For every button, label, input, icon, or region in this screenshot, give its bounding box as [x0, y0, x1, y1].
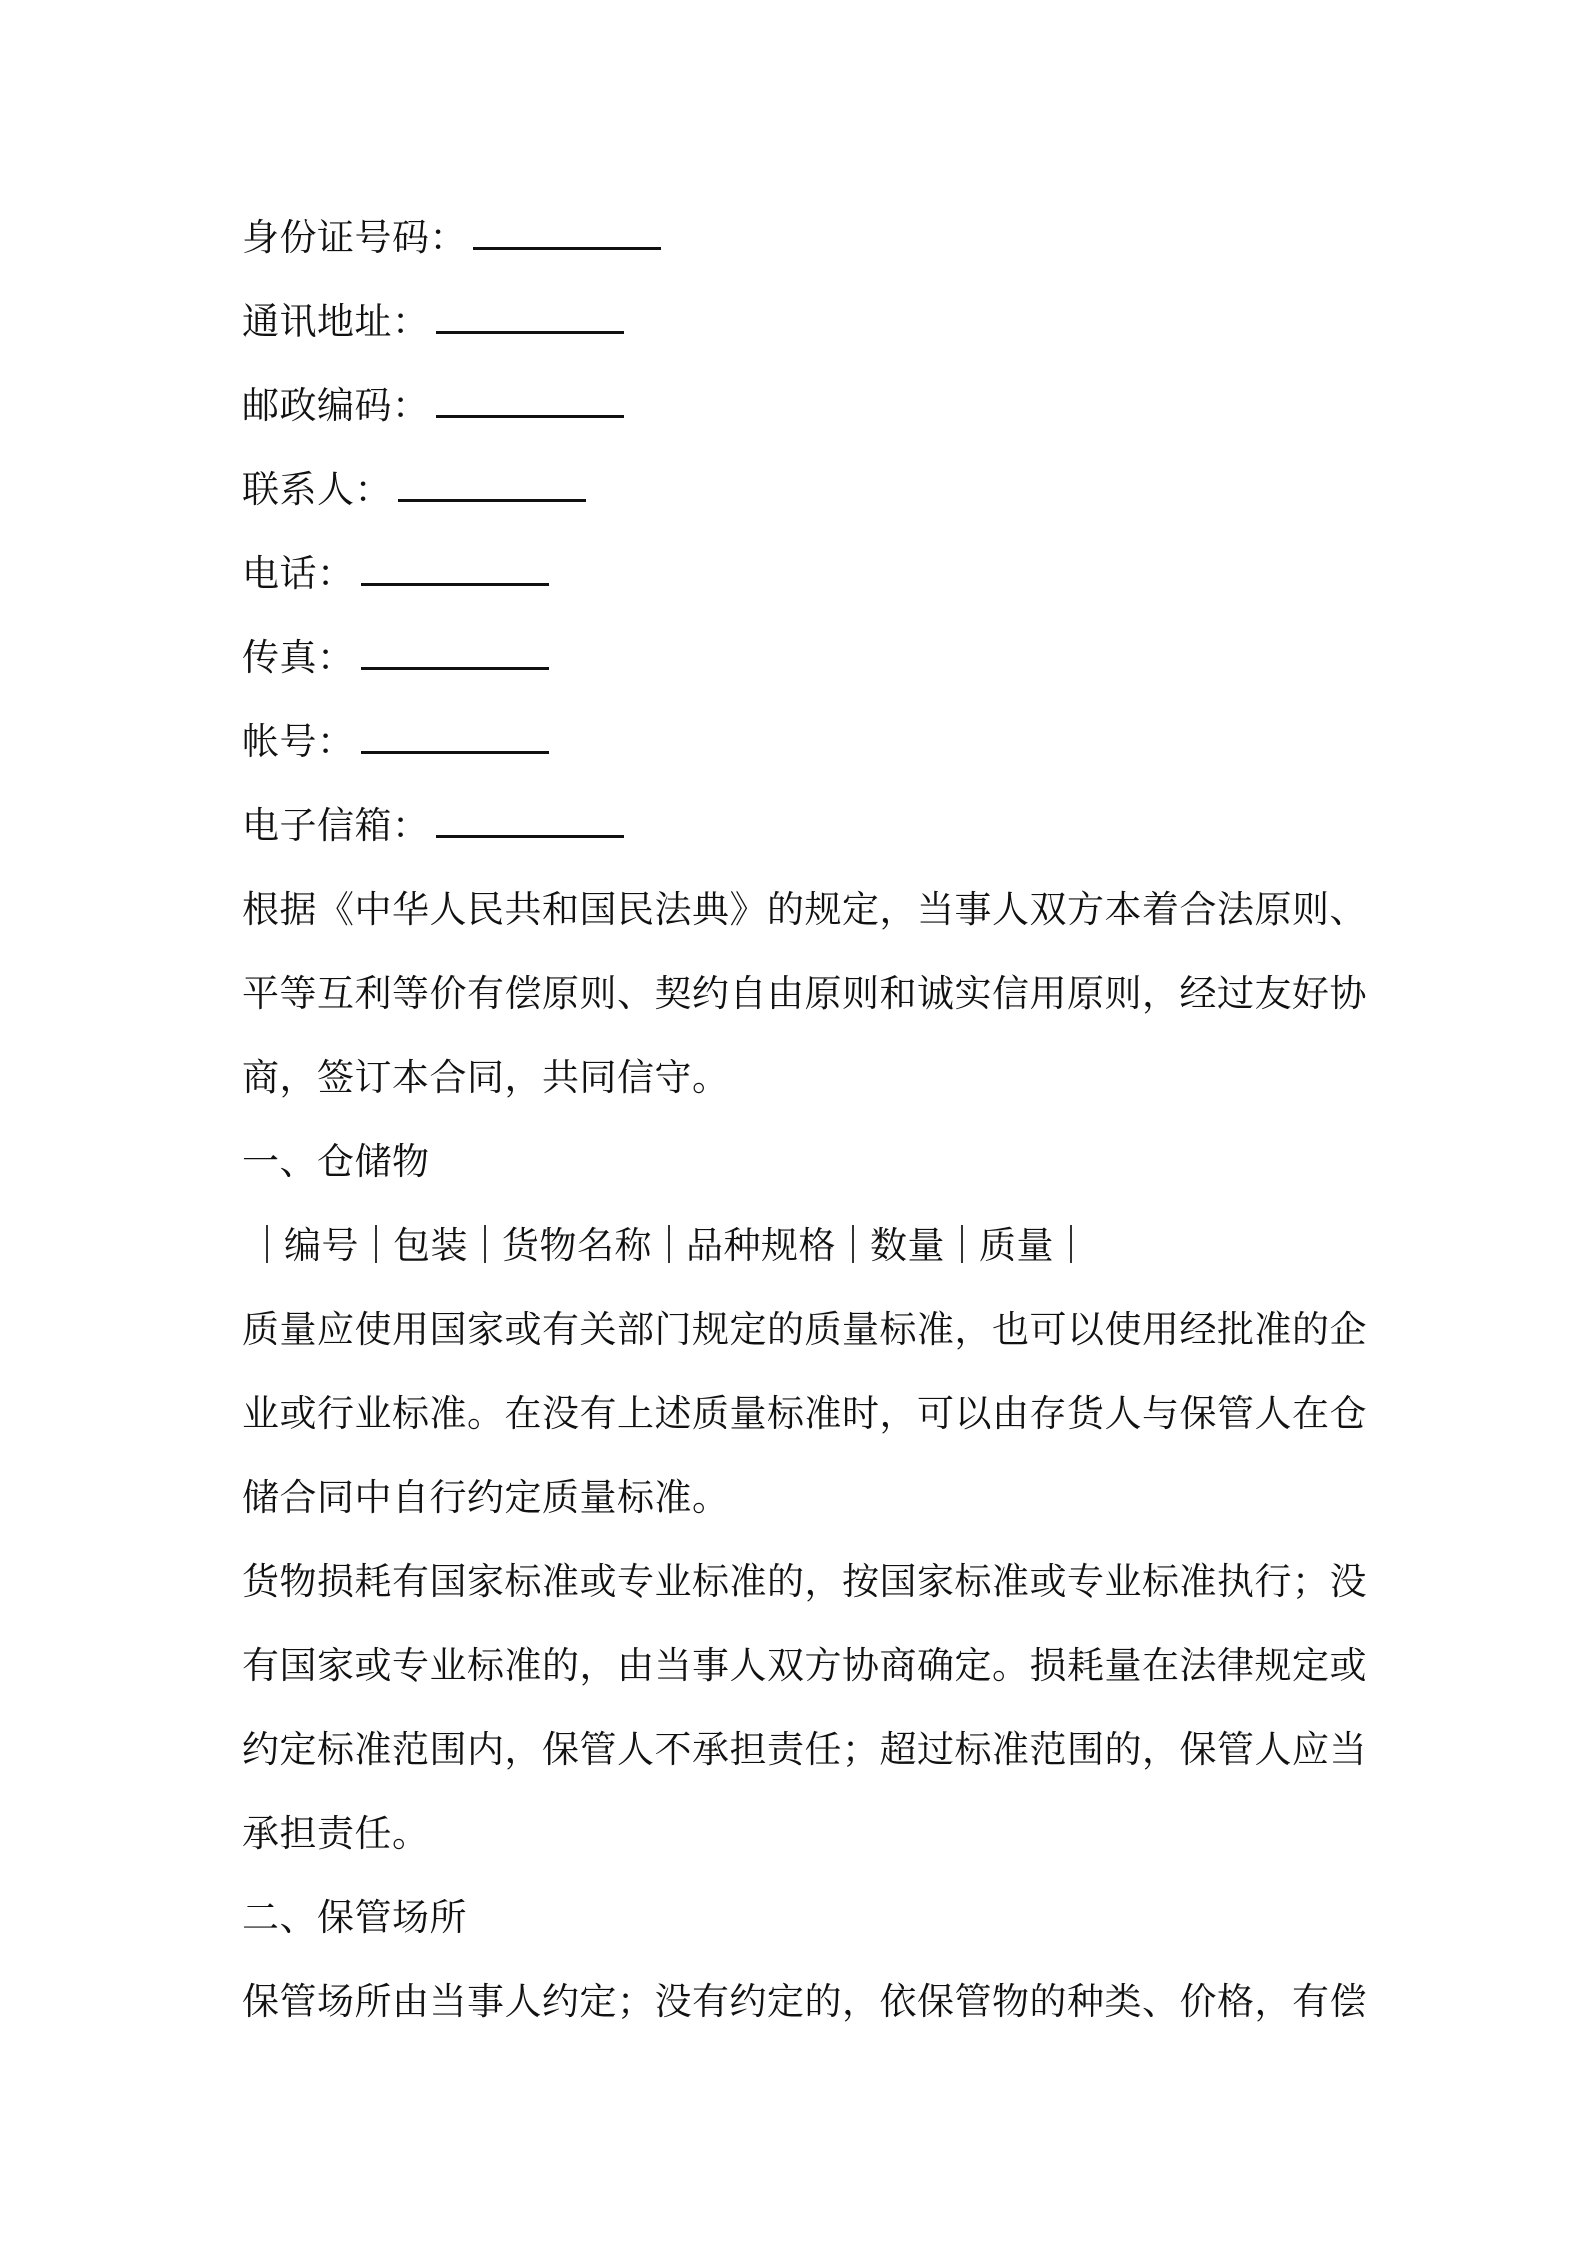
- table-header-cell: 数量: [870, 1224, 945, 1267]
- field-label: 电子信箱：: [242, 804, 430, 847]
- table-header-cell: 品种规格: [686, 1224, 836, 1267]
- account-field: [242, 700, 1352, 784]
- paragraph-line: 商，签订本合同，共同信守。: [242, 1056, 730, 1099]
- fill-in-blank: [473, 217, 661, 250]
- table-header-cell: 包装: [393, 1224, 468, 1267]
- fax-field: [242, 616, 1352, 700]
- column-separator: [961, 1225, 963, 1263]
- column-separator: [668, 1225, 670, 1263]
- table-header-cell: 货物名称: [502, 1224, 652, 1267]
- paragraph-line: 根据《中华人民共和国民法典》的规定，当事人双方本着合法原则、: [242, 888, 1367, 931]
- storage-location-paragraph: [242, 1960, 1367, 2044]
- field-label: 邮政编码：: [242, 384, 430, 427]
- field-label: 电话：: [242, 552, 355, 595]
- phone-field: [242, 532, 1352, 616]
- fill-in-blank: [361, 637, 549, 670]
- loss-standard-paragraph: [242, 1540, 1367, 1876]
- field-label: 联系人：: [242, 468, 392, 511]
- document-page: [242, 196, 1367, 2044]
- paragraph-line: 保管场所由当事人约定；没有约定的，依保管物的种类、价格，有偿: [242, 1980, 1367, 2023]
- paragraph-line: 平等互利等价有偿原则、契约自由原则和诚实信用原则，经过友好协: [242, 972, 1367, 1015]
- fill-in-blank: [398, 469, 586, 502]
- column-separator: [484, 1225, 486, 1263]
- preamble-paragraph: [242, 868, 1367, 1120]
- fill-in-blank: [436, 385, 624, 418]
- field-label: 帐号：: [242, 720, 355, 763]
- postal-code-field: [242, 364, 1352, 448]
- field-label: 传真：: [242, 636, 355, 679]
- field-label: 身份证号码：: [242, 216, 467, 259]
- paragraph-line: 业或行业标准。在没有上述质量标准时，可以由存货人与保管人在仓: [242, 1392, 1367, 1435]
- contact-person-field: [242, 448, 1352, 532]
- id-number-field: [242, 196, 1352, 280]
- column-separator: [852, 1225, 854, 1263]
- table-header-cell: 编号: [284, 1224, 359, 1267]
- paragraph-line: 有国家或专业标准的，由当事人双方协商确定。损耗量在法律规定或: [242, 1644, 1367, 1687]
- paragraph-line: 质量应使用国家或有关部门规定的质量标准，也可以使用经批准的企: [242, 1308, 1367, 1351]
- goods-table-header: [242, 1204, 1352, 1288]
- fill-in-blank: [361, 553, 549, 586]
- paragraph-line: 承担责任。: [242, 1812, 430, 1855]
- field-label: 通讯地址：: [242, 300, 430, 343]
- quality-standard-paragraph: [242, 1288, 1367, 1540]
- column-separator: [375, 1225, 377, 1263]
- column-separator: [1070, 1225, 1072, 1263]
- table-header-cell: 质量: [979, 1224, 1054, 1267]
- fill-in-blank: [436, 805, 624, 838]
- section-heading-storage-location: 二、保管场所: [242, 1896, 467, 1939]
- column-separator: [266, 1225, 268, 1263]
- email-field: [242, 784, 1352, 868]
- fill-in-blank: [436, 301, 624, 334]
- paragraph-line: 货物损耗有国家标准或专业标准的，按国家标准或专业标准执行；没: [242, 1560, 1367, 1603]
- section-heading-storage-goods: 一、仓储物: [242, 1140, 430, 1183]
- address-field: [242, 280, 1352, 364]
- fill-in-blank: [361, 721, 549, 754]
- paragraph-line: 约定标准范围内，保管人不承担责任；超过标准范围的，保管人应当: [242, 1728, 1367, 1771]
- paragraph-line: 储合同中自行约定质量标准。: [242, 1476, 730, 1519]
